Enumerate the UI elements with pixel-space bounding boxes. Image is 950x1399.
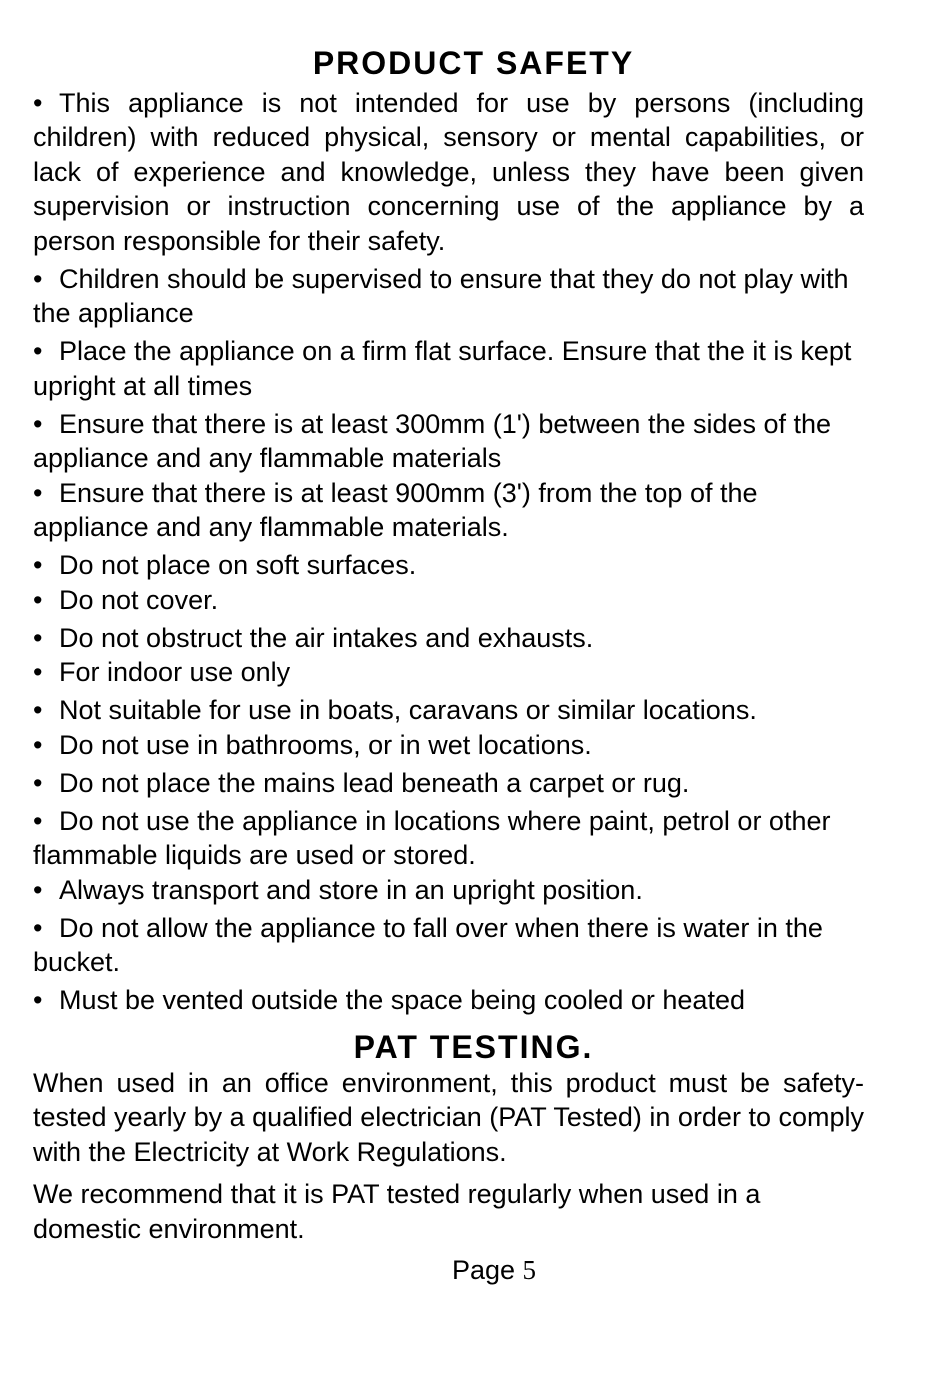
bullet-icon: • bbox=[33, 550, 43, 580]
safety-item: • Do not allow the appliance to fall over when there is water in the bucket. bbox=[33, 912, 823, 977]
safety-list bbox=[33, 86, 864, 1018]
bullet-icon: • bbox=[33, 622, 43, 653]
bullet-icon: • bbox=[33, 584, 43, 615]
safety-item: • Do not cover. bbox=[33, 583, 864, 618]
pat-testing-heading: PAT TESTING. bbox=[353, 1028, 594, 1065]
page-number: 5 bbox=[522, 1255, 537, 1285]
bullet-icon: • bbox=[33, 477, 43, 508]
product-safety-heading: PRODUCT SAFETY bbox=[312, 45, 635, 81]
safety-item: • Not suitable for use in boats, caravans or similar locations. bbox=[33, 693, 864, 728]
safety-item: • Do not place on soft surfaces. bbox=[33, 548, 864, 583]
bullet-icon: • bbox=[33, 985, 43, 1015]
page-footer bbox=[0, 1252, 950, 1288]
bullet-icon: • bbox=[33, 874, 43, 905]
page-label: Page bbox=[451, 1255, 516, 1285]
safety-item: • Do not use the appliance in locations where paint, petrol or other flammable liquids are used or stored. bbox=[33, 805, 831, 870]
bullet-icon: • bbox=[33, 408, 43, 439]
safety-item: • For indoor use only bbox=[33, 655, 864, 690]
safety-item: • Must be vented outside the space being cooled or heated bbox=[33, 983, 864, 1018]
pat-paragraph: We recommend that it is PAT tested regularly when used in a domestic environment. bbox=[33, 1179, 761, 1244]
safety-item: • This appliance is not intended for use by persons (including children) with reduced physical, sensory or mental capabilities, or lack of experience and knowledge, unless they have been given supervision or instruction concerning use of the appliance by a person responsible for their safety. bbox=[33, 87, 864, 256]
pat-paragraph: When used in an office environment, this product must be safety-tested yearly by a qualified electrician (PAT Tested) in order to comply with the Electricity at Work Regulations. bbox=[33, 1067, 864, 1167]
safety-item: • Children should be supervised to ensure that they do not play with the appliance bbox=[33, 263, 849, 328]
bullet-icon: • bbox=[33, 729, 43, 760]
safety-item: • Do not obstruct the air intakes and exhausts. bbox=[33, 621, 864, 656]
bullet-icon: • bbox=[33, 805, 43, 836]
bullet-icon: • bbox=[33, 263, 43, 294]
safety-item: • Ensure that there is at least 900mm (3') from the top of the appliance and any flammable materials. bbox=[33, 477, 758, 542]
bullet-icon: • bbox=[33, 336, 43, 366]
bullet-icon: • bbox=[33, 767, 43, 798]
safety-item: • Ensure that there is at least 300mm (1') between the sides of the appliance and any flammable materials bbox=[33, 408, 832, 473]
safety-item: • Do not place the mains lead beneath a carpet or rug. bbox=[33, 766, 864, 801]
safety-item: • Do not use in bathrooms, or in wet locations. bbox=[33, 728, 864, 763]
bullet-icon: • bbox=[33, 695, 43, 725]
bullet-icon: • bbox=[33, 87, 43, 118]
safety-item: • Place the appliance on a firm flat surface. Ensure that the it is kept upright at all times bbox=[33, 336, 852, 401]
bullet-icon: • bbox=[33, 912, 43, 943]
bullet-icon: • bbox=[33, 657, 43, 687]
safety-item: • Always transport and store in an upright position. bbox=[33, 873, 864, 908]
